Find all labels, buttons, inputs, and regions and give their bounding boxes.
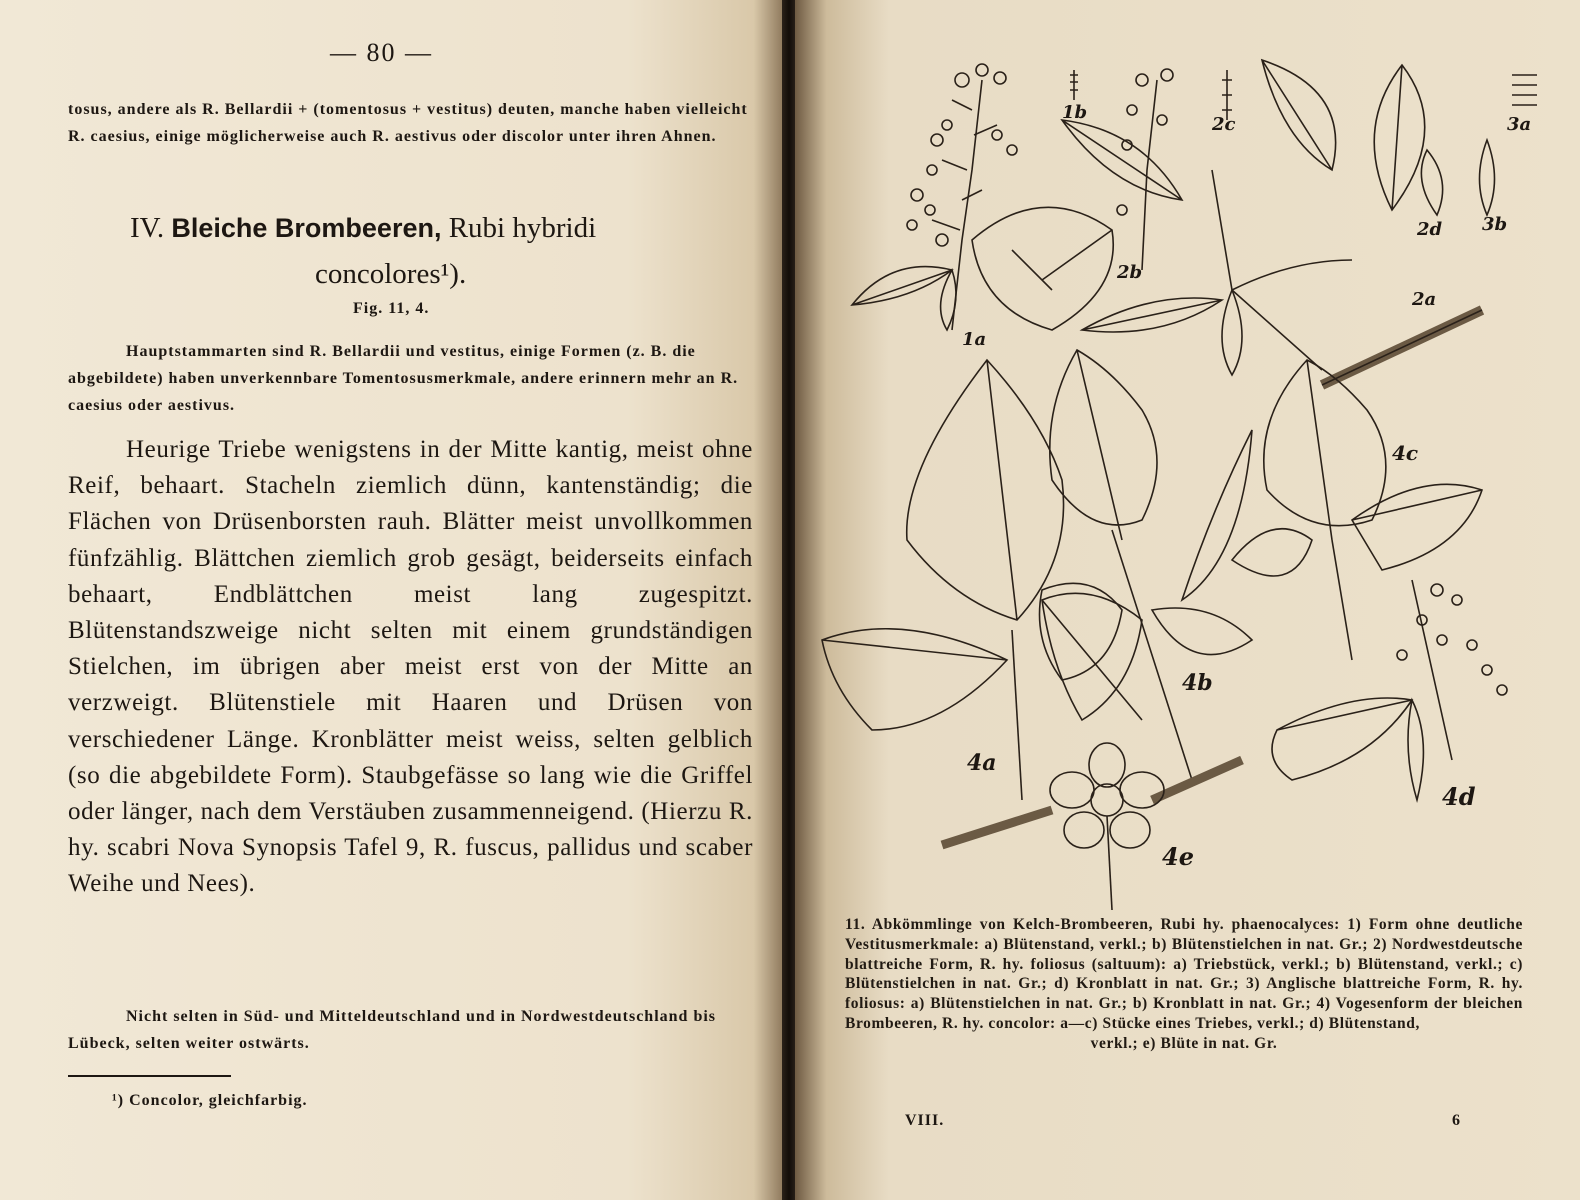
stalk-3a (1512, 75, 1537, 105)
label-2d: 2d (1417, 219, 1443, 240)
sheet-number: 6 (1452, 1112, 1460, 1129)
signature-mark: VIII. (905, 1112, 945, 1129)
stem-4c (1332, 540, 1352, 660)
book-gutter (782, 0, 796, 1200)
description-paragraph: Heurige Triebe wenigstens in der Mitte kantig, meist ohne Reif, behaart. Stacheln ziemlich dünn, kantenständig; die Flächen von Drüsenborsten rauh. Blätter meist unvollkommen fünfzählig. Blättchen ziemlich grob gesägt, beiderseits einfach behaart, Endblättchen meist lang zugespitzt. Blütenstandszweige nicht selten mit einem grundständigen Stielchen, im übrigen aber meist erst von der Mitte an verzweigt. Blütenstiele mit Haaren und Drüsen von verschiedener Länge. Kronblätter meist weiss, selten gelblich (so die abgebildete Form). Staubgefässe so lang wie die Griffel oder länger, nach dem Verstäuben zusammenneigend. (Hierzu R. hy. scabri Nova Synopsis Tafel 9, R. fuscus, pallidus und scaber Weihe und Nees). (68, 436, 753, 898)
leaf-4c-right (1352, 484, 1482, 570)
flower-cluster-1a (907, 64, 1017, 246)
stem-4a (1012, 630, 1022, 800)
leaf-4c-left (1232, 529, 1312, 576)
heading-line2: concolores¹). (315, 258, 467, 290)
leaf-2a-main (972, 207, 1113, 330)
label-4c: 4c (1392, 441, 1419, 465)
leaf-4b-top (1050, 350, 1157, 540)
figure-reference: Fig. 11, 4. (353, 300, 430, 317)
leaf-4d (1272, 698, 1412, 780)
leaf-2a-top (1374, 65, 1425, 210)
petal-2d (1421, 150, 1442, 215)
flower-4e (1050, 743, 1164, 910)
leaf-2a-left (1062, 120, 1182, 200)
caption-last-line: verkl.; e) Blüte in nat. Gr. (1090, 1034, 1278, 1052)
petal-3b (1480, 140, 1495, 215)
label-1b: 1b (1062, 102, 1088, 123)
flower-cluster-4d (1397, 584, 1507, 695)
flower-cluster-2b (1117, 69, 1173, 215)
heading-numeral: IV. (130, 212, 165, 244)
heading-bold: Bleiche Brombeeren, (171, 213, 442, 243)
label-4e: 4e (1162, 842, 1194, 871)
label-1a: 1a (962, 329, 987, 350)
left-page (0, 0, 785, 1200)
leaf-4b-left (1042, 593, 1142, 720)
footnote-rule (68, 1075, 231, 1077)
stem-4b (1112, 530, 1192, 780)
distribution-paragraph: Nicht selten in Süd- und Mitteldeutschland und in Nordwestdeutschland bis Lübeck, selten weiter ostwärts. (68, 1008, 717, 1052)
leaf-4a-left (822, 629, 1007, 730)
caption-text: 11. Abkömmlinge von Kelch-Brombeeren, Rubi hy. phaenocalyces: 1) Form ohne deutliche Vestitusmerkmale: a) Blütenstand, verkl.; b) Blütenstielchen in nat. Gr.; 2) Nordwestdeutsche blattreiche Form, R. hy. foliosus (saltuum): a) Triebstück, verkl.; b) Blütenstand, verkl.; c) Blütenstielchen in nat. Gr.; d) Kronblatt in nat. Gr.; 3) Anglische blattreiche Form, R. hy. foliosus: a) Blütenstielchen in nat. Gr.; b) Kronblatt in nat. Gr.; 4) Vogesenform der bleichen Brombeeren, R. hy. concolor: a—c) Stücke eines Triebes, verkl.; d) Blütenstand, (845, 916, 1523, 1032)
label-4d: 4d (1442, 782, 1476, 811)
continuation-paragraph: tosus, andere als R. Bellardii + (tomentosus + vestitus) deuten, manche haben vielleicht R. caesius, einige möglicherweise auch R. aestivus oder discolor unter ihren Ahnen. (68, 101, 748, 145)
leaf-1a (852, 267, 952, 305)
shoot-4b (1152, 760, 1242, 800)
stem-4d (1412, 580, 1452, 760)
label-2b: 2b (1117, 262, 1143, 283)
heading-rest: Rubi hybridi (448, 212, 597, 244)
bramble-illustration (812, 40, 1552, 920)
leaf-2a-right (1262, 60, 1336, 170)
page-number: — 80 — (330, 38, 433, 67)
leaf-4a-mid (1040, 583, 1123, 680)
leaf-2a-mid (1082, 298, 1222, 332)
shoot-4a (942, 810, 1052, 845)
leaf-4b-right (1182, 430, 1252, 600)
leaf-4a-top (907, 360, 1064, 620)
leaf-4b-mid (1152, 608, 1252, 655)
section-heading (130, 205, 730, 297)
label-4b: 4b (1182, 670, 1213, 696)
label-2a: 2a (1412, 289, 1437, 310)
stalk-1b (1070, 70, 1078, 100)
figure-caption (845, 915, 1523, 1054)
footnote: ¹) Concolor, gleichfarbig. (112, 1092, 308, 1109)
label-4a: 4a (967, 750, 997, 776)
label-3b: 3b (1482, 214, 1508, 235)
label-3a: 3a (1507, 114, 1532, 135)
stalk-2c (1222, 70, 1232, 120)
intro-paragraph: Hauptstammarten sind R. Bellardii und vestitus, einige Formen (z. B. die abgebildete) haben unverkennbare Tomentosusmerkmale, andere erinnern mehr an R. caesius oder aestivus. (68, 343, 739, 414)
label-2c: 2c (1212, 114, 1236, 135)
